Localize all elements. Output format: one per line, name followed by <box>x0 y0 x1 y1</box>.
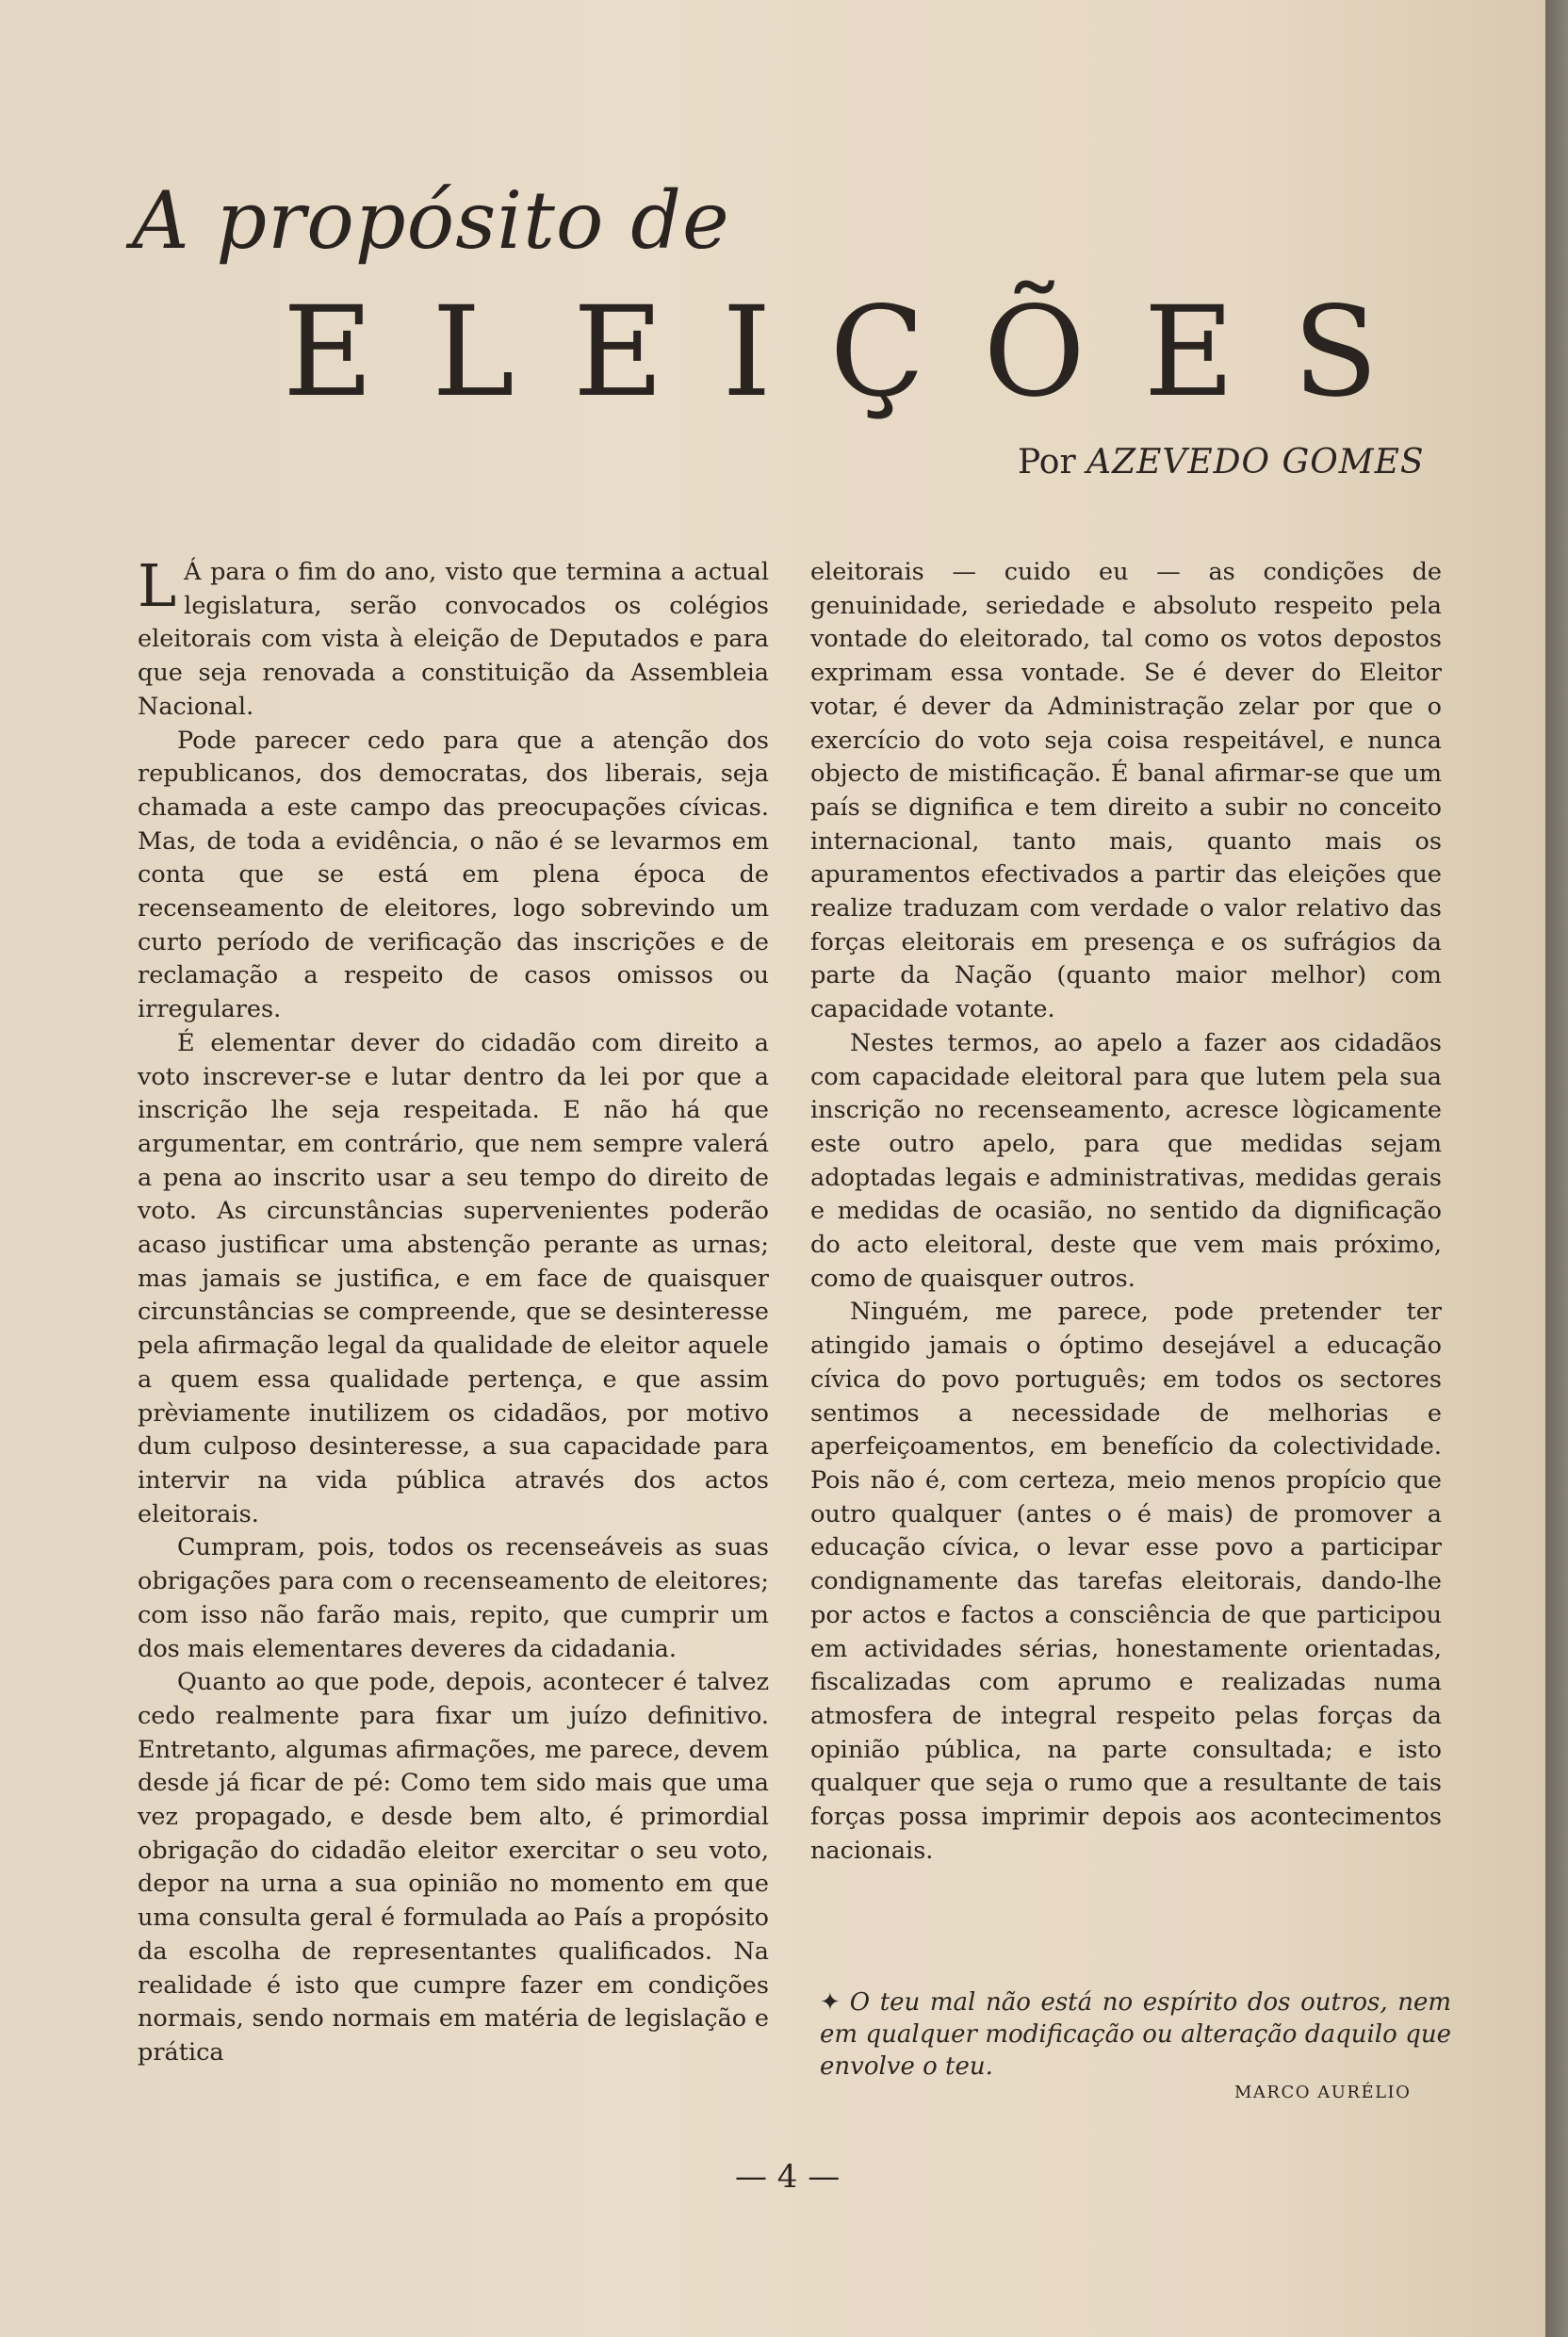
paragraph: Cumpram, pois, todos os recenseáveis as suas obrigações para com o recenseamento de eleitores; com isso não farão mais, repito, que cumprir um dos mais elementares deveres da cidadania. <box>138 1533 769 1663</box>
quote-author: MARCO AURÉLIO <box>1234 2083 1412 2102</box>
paragraph: Nestes termos, ao apelo a fazer aos cidadãos com capacidade eleitoral para que lutem pela sua inscrição no recenseamento, acresce lògicamente este outro apelo, para que medidas sejam adoptadas legais e administrativas, medidas gerais e medidas de ocasião, no sentido da dignificação do acto eleitoral, deste que vem mais próximo, como de quaisquer outros. <box>810 1028 1442 1293</box>
article-left-column <box>138 551 769 2070</box>
quote-text: O teu mal não está no espírito dos outros, nem em qualquer modificação ou alteração daquilo que envolve o teu. <box>820 1988 1451 2081</box>
paragraph: Quanto ao que pode, depois, acontecer é talvez cedo realmente para fixar um juízo definitivo. Entretanto, algumas afirmações, me parece, devem desde já ficar de pé: Como tem sido mais que uma vez propagado, e desde bem alto, é primordial obrigação do cidadão eleitor exercitar o seu voto, depor na urna a sua opinião no momento em que uma consulta geral é formulada ao País a propósito da escolha de representantes qualificados. Na realidade é isto que cumpre fazer em condições normais, sendo normais em matéria de legislação e prática <box>138 1668 769 2067</box>
title-main: ELEIÇÕES <box>283 280 1437 425</box>
paragraph: Pode parecer cedo para que a atenção dos republicanos, dos democratas, dos liberais, seja chamada a este campo das preocupações cívicas. Mas, de toda a evidência, o não é se levarmos em conta que se está em plena época de recenseamento de eleitores, logo sobrevindo um curto período de verificação das inscrições e de reclamação a respeito de casos omissos ou irregulares. <box>138 726 769 1024</box>
page-number: — 4 — <box>735 2158 841 2196</box>
ornament-icon: ✦ <box>820 1988 841 2017</box>
byline-author: AZEVEDO GOMES <box>1086 443 1425 482</box>
paragraph: É elementar dever do cidadão com direito a voto inscrever-se e lutar dentro da lei por que a inscrição lhe seja respeitada. E não há que argumentar, em contrário, que nem sempre valerá a pena ao inscrito usar a seu tempo do direito de voto. As circunstâncias supervenientes poderão acaso justificar uma abstenção perante as urnas; mas jamais se justifica, e em face de quaisquer circunstâncias se compreende, que se desinteresse pela afirmação legal da qualidade de eleitor aquele a quem essa qualidade pertença, e que assim prèviamente inutilizem os cidadãos, por motivo dum culposo desinteresse, a sua capacidade para intervir na vida pública através dos actos eleitorais. <box>138 1028 769 1528</box>
byline <box>1018 443 1425 482</box>
article-right-column <box>810 556 1442 1868</box>
paragraph: Ninguém, me parece, pode pretender ter atingido jamais o óptimo desejável a educação cívica do povo português; em todos os sectores sentimos a necessidade de melhorias e aperfeiçoamentos, em benefício da colectividade. Pois não é, com certeza, meio menos propício que outro qualquer (antes o é mais) de promover a educação cívica, o levar esse povo a participar condignamente das tarefas eleitorais, dando-lhe por actos e factos a consciência de que participou em actividades sérias, honestamente orientadas, fiscalizadas com aprumo e realizadas numa atmosfera de integral respeito pelas forças da opinião pública, na parte consultada; e isto qualquer que seja o rumo que a resultante de tais forças possa imprimir depois aos acontecimentos nacionais. <box>810 1298 1442 1865</box>
epigraph-quote <box>820 1986 1451 2083</box>
dropcap: L <box>138 551 177 620</box>
paragraph <box>138 551 769 725</box>
paragraph-text: Á para o fim do ano, visto que termina a actual legislatura, serão convocados os colégios eleitorais com vista à eleição de Deputados e para que seja renovada a constituição da Assembleia Nacional. <box>138 558 769 721</box>
byline-prefix: Por <box>1018 443 1076 482</box>
paragraph: eleitorais — cuido eu — as condições de genuinidade, seriedade e absoluto respeito pela vontade do eleitorado, tal como os votos depostos exprimam essa vontade. Se é dever do Eleitor votar, é dever da Administração zelar por que o exercício do voto seja coisa respeitável, e nunca objecto de mistificação. É banal afirmar-se que um país se dignifica e tem direito a subir no conceito internacional, tanto mais, quanto mais os apuramentos efectivados a partir das eleições que realize traduzam com verdade o valor relativo das forças eleitorais em presença e os sufrágios da parte da Nação (quanto maior melhor) com capacidade votante. <box>810 558 1442 1024</box>
scan-edge <box>1545 0 1568 2337</box>
title-prefix: A propósito de <box>132 174 730 267</box>
